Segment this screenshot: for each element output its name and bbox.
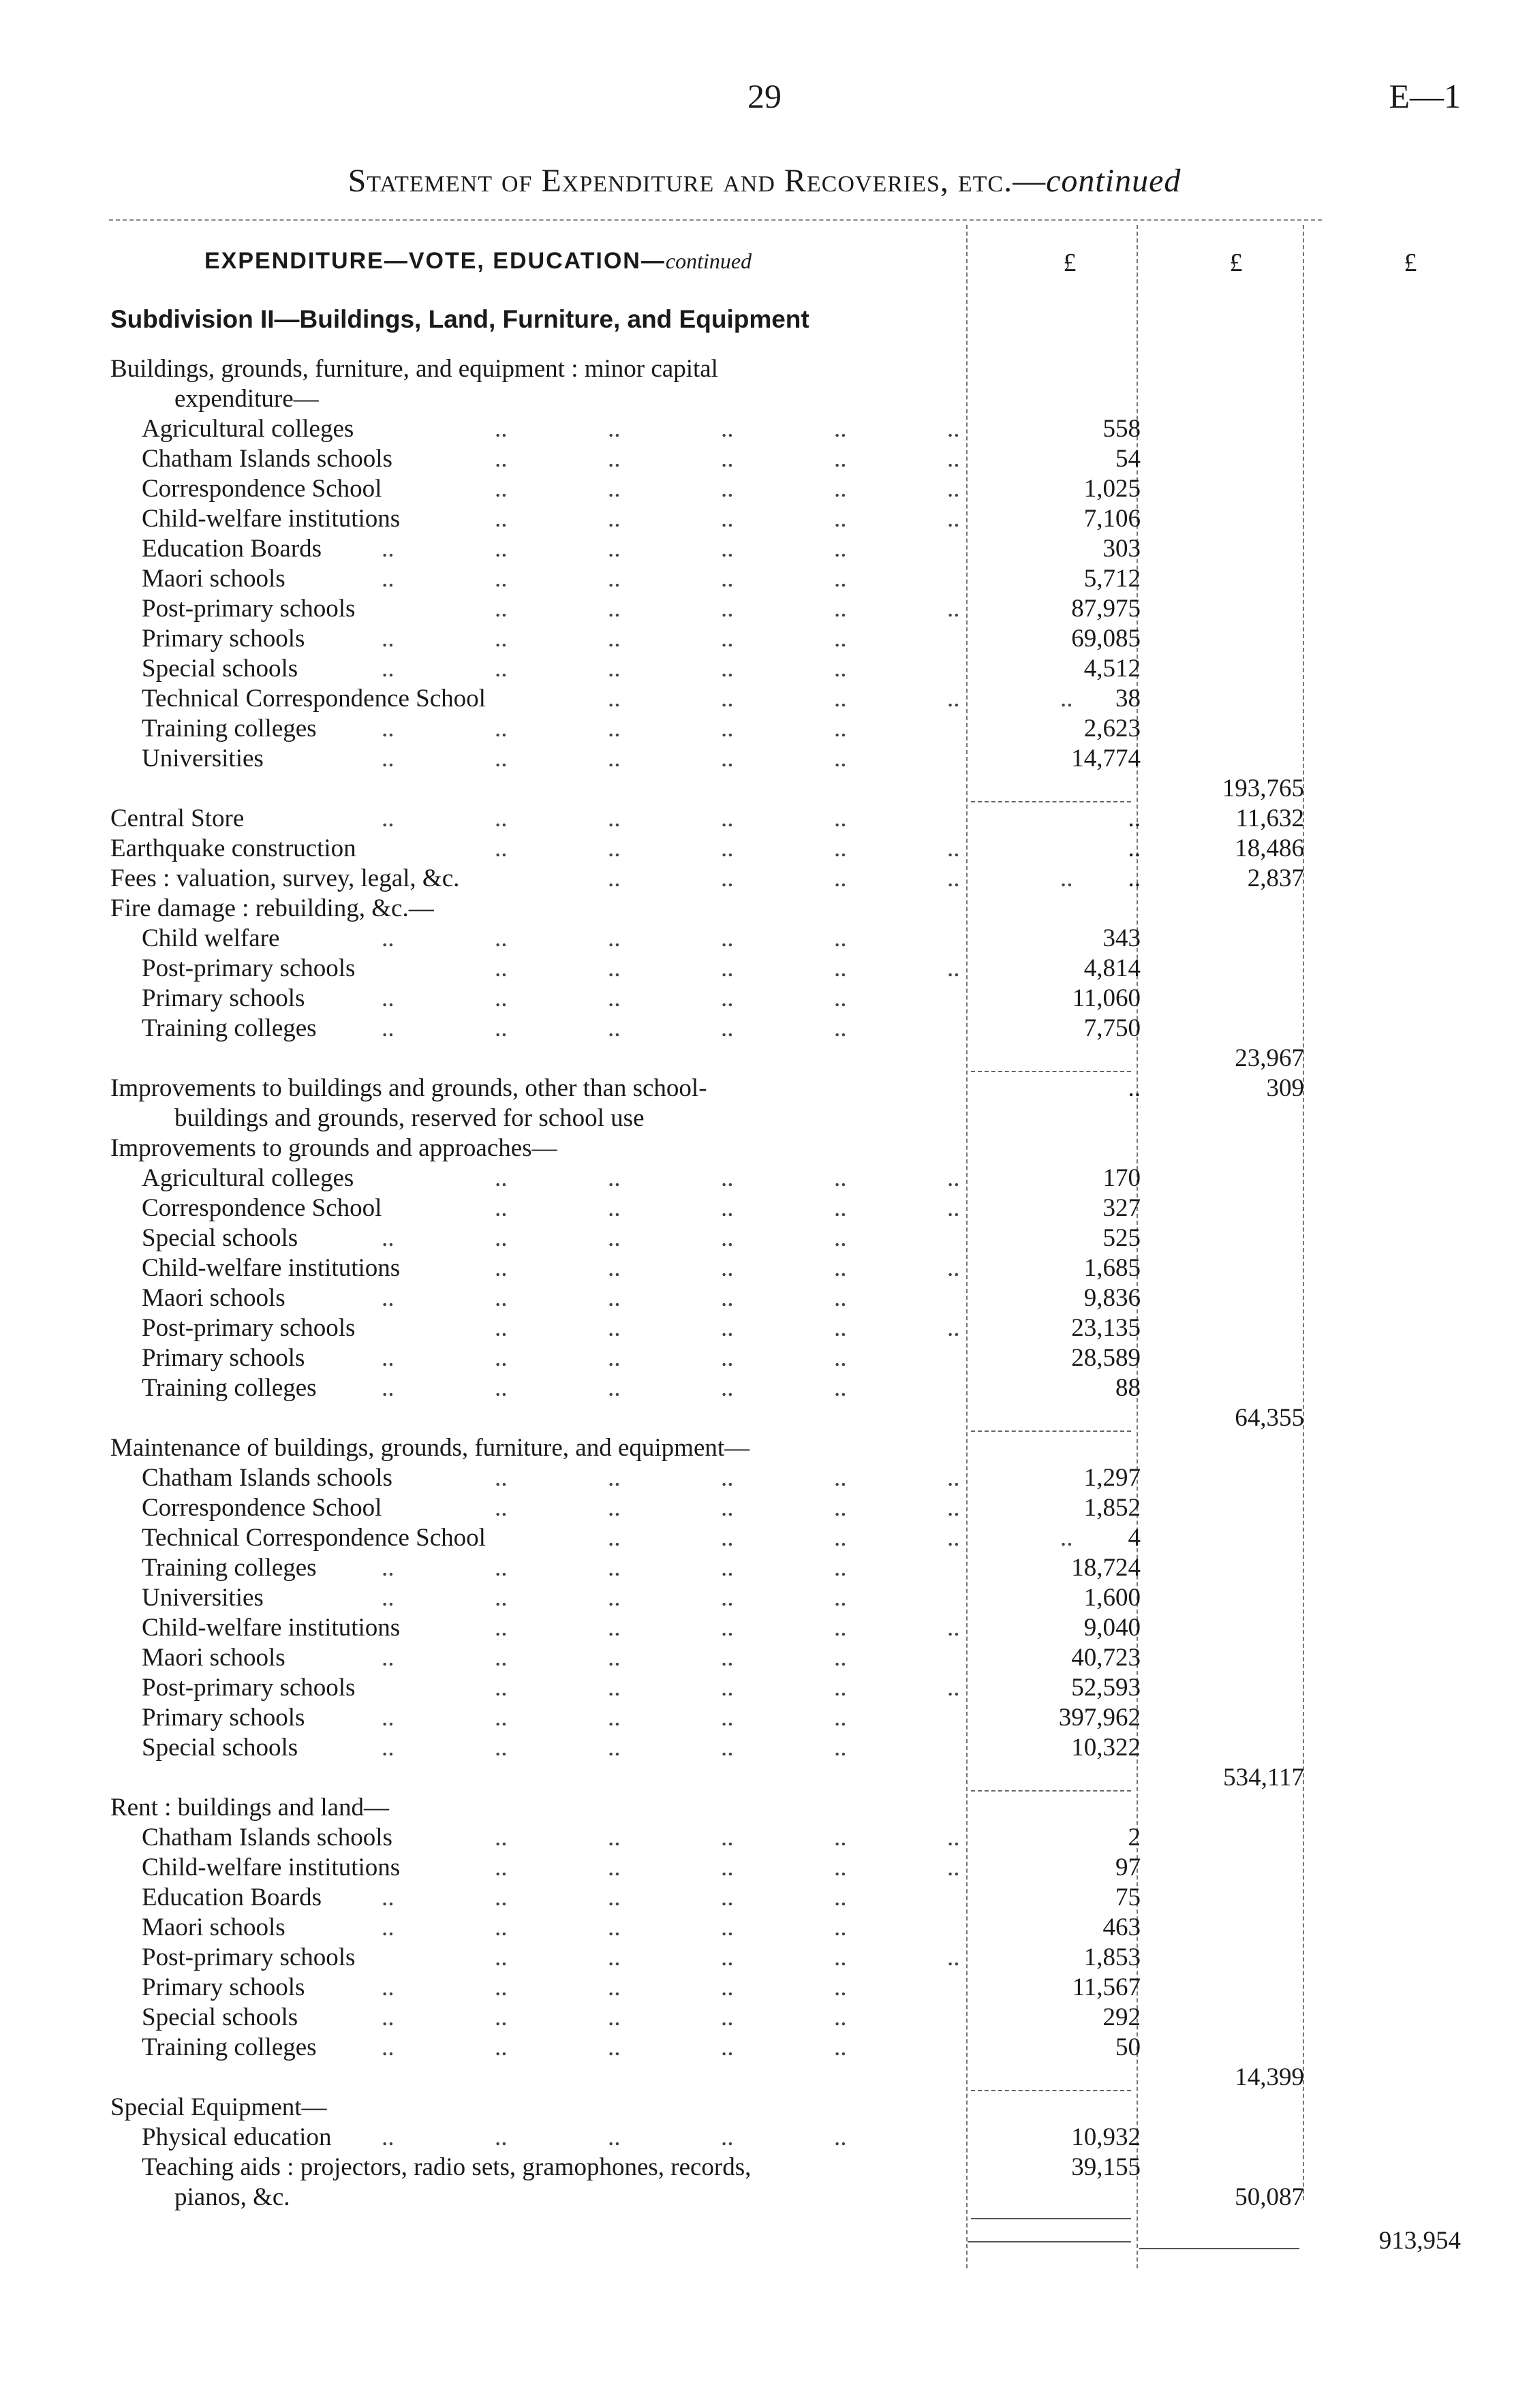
row-label: Teaching aids : projectors, radio sets, gramophones, records, <box>142 2153 752 2181</box>
leader-dots: .. .. .. .. .. <box>495 1824 960 1851</box>
leader-dots: .. .. .. .. .. <box>382 1883 847 1911</box>
amount-c2: 50,087 <box>1235 2183 1304 2211</box>
currency-symbol-column-1: £ <box>1063 249 1077 277</box>
table-row <box>0 1613 1529 1643</box>
amount-c1: 397,962 <box>1058 1704 1141 1732</box>
leader-dots: .. .. .. .. .. <box>495 954 960 982</box>
table-row <box>0 894 1529 924</box>
amount-c1: 50 <box>1115 2033 1141 2061</box>
row-label: Special Equipment— <box>110 2093 327 2121</box>
row-label: Child-welfare institutions <box>142 1614 401 1642</box>
table-row <box>0 954 1529 984</box>
table-row <box>0 1943 1529 1973</box>
row-label: Agricultural colleges <box>142 1164 354 1192</box>
amount-c1: 2 <box>1128 1824 1141 1851</box>
leader-dots: .. .. .. .. .. <box>382 1284 847 1312</box>
currency-symbol-column-3: £ <box>1404 249 1417 277</box>
leader-dots: .. .. .. .. .. <box>382 1644 847 1672</box>
table-row <box>0 1703 1529 1733</box>
amount-c2: 534,117 <box>1223 1764 1304 1792</box>
table-row <box>0 1643 1529 1673</box>
expenditure-header-continued: continued <box>665 249 752 273</box>
row-label: Post-primary schools <box>142 1314 356 1342</box>
row-label: expenditure— <box>174 385 319 413</box>
document-code: E—1 <box>1389 77 1461 115</box>
amount-c1: 558 <box>1102 415 1141 443</box>
table-row <box>0 1313 1529 1343</box>
table-row <box>0 834 1529 864</box>
row-label: Technical Correspondence School <box>142 685 486 713</box>
leader-dots: .. .. .. .. .. <box>608 685 1073 713</box>
amount-c1: 52,593 <box>1071 1674 1141 1702</box>
table-row <box>0 2003 1529 2033</box>
amount-c1: 38 <box>1115 685 1141 713</box>
amount-c1: 1,297 <box>1083 1464 1141 1492</box>
leader-dots: .. .. .. .. .. <box>382 1584 847 1612</box>
leader-dots: .. .. .. .. .. <box>382 1704 847 1732</box>
leader-dots: .. .. .. .. .. <box>382 1734 847 1762</box>
table-row <box>0 1853 1529 1883</box>
row-label: Central Store <box>110 804 245 832</box>
table-row <box>0 1913 1529 1943</box>
row-label: Chatham Islands schools <box>142 1464 392 1492</box>
row-label: Training colleges <box>142 1554 317 1582</box>
row-label: Special schools <box>142 655 298 683</box>
amount-c1: 9,040 <box>1083 1614 1141 1642</box>
amount-c1: 1,025 <box>1083 475 1141 503</box>
table-row <box>0 2093 1529 2123</box>
table-row <box>0 594 1529 624</box>
table-row <box>0 1373 1529 1403</box>
leader-dots: .. .. .. .. .. <box>382 1014 847 1042</box>
table-row <box>0 1104 1529 1133</box>
table-row <box>0 2033 1529 2063</box>
amount-c1: 303 <box>1102 535 1141 563</box>
row-label: Correspondence School <box>142 475 382 503</box>
leader-dots: .. .. .. .. .. <box>382 655 847 683</box>
amount-c2: 309 <box>1266 1074 1304 1102</box>
leader-dots: .. .. .. .. .. <box>382 565 847 593</box>
subtotal-rule <box>971 2090 1131 2091</box>
row-label: Buildings, grounds, furniture, and equipment : minor capital <box>110 355 718 383</box>
row-label: Post-primary schools <box>142 954 356 982</box>
amount-c1: 1,853 <box>1083 1943 1141 1971</box>
leader-dots: .. .. .. .. .. <box>495 1943 960 1971</box>
table-row <box>0 1793 1529 1823</box>
row-label: Education Boards <box>142 1883 322 1911</box>
table-row <box>0 1133 1529 1163</box>
title-main: Statement of Expenditure and Recoveries, etc.— <box>348 163 1047 199</box>
row-label: Education Boards <box>142 535 322 563</box>
table-row <box>0 1074 1529 1104</box>
leader-dots: .. .. .. .. .. <box>495 475 960 503</box>
amount-c1: 9,836 <box>1083 1284 1141 1312</box>
table-row <box>0 474 1529 504</box>
table-row <box>0 1823 1529 1853</box>
expenditure-header-label: EXPENDITURE—VOTE, EDUCATION— <box>204 248 666 274</box>
table-row <box>0 564 1529 594</box>
leader-dots: .. .. .. .. .. <box>495 1314 960 1342</box>
row-label: Training colleges <box>142 715 317 742</box>
table-row <box>0 2183 1529 2212</box>
row-label: Primary schools <box>142 984 305 1012</box>
row-label: Earthquake construction <box>110 834 356 862</box>
row-label: Maori schools <box>142 1913 285 1941</box>
row-label: Special schools <box>142 1224 298 1252</box>
row-label: Fees : valuation, survey, legal, &c. <box>110 864 460 892</box>
subtotal-rule <box>971 2218 1131 2219</box>
row-label: Rent : buildings and land— <box>110 1794 390 1821</box>
row-label: Improvements to grounds and approaches— <box>110 1134 557 1162</box>
subtotal-rule <box>971 1790 1131 1792</box>
amount-c1: .. <box>1128 804 1141 832</box>
amount-c1: 1,600 <box>1083 1584 1141 1612</box>
leader-dots: .. .. .. .. .. <box>495 1674 960 1702</box>
amount-c1: 170 <box>1102 1164 1141 1192</box>
amount-c1: 4,512 <box>1083 655 1141 683</box>
amount-c1: 97 <box>1115 1854 1141 1881</box>
total-rule <box>1139 2248 1299 2249</box>
table-row <box>0 534 1529 564</box>
table-row <box>0 984 1529 1014</box>
leader-dots: .. .. .. .. .. <box>495 1464 960 1492</box>
row-label: Special schools <box>142 1734 298 1762</box>
table-row <box>0 504 1529 534</box>
table-row <box>0 1553 1529 1583</box>
leader-dots: .. .. .. .. .. <box>382 924 847 952</box>
row-label: Special schools <box>142 2003 298 2031</box>
leader-dots: .. .. .. .. .. <box>382 804 847 832</box>
leader-dots: .. .. .. .. .. <box>382 745 847 772</box>
row-label: Training colleges <box>142 1374 317 1402</box>
subdivision-heading: Subdivision II—Buildings, Land, Furniture, and Equipment <box>110 305 809 333</box>
leader-dots: .. .. .. .. .. <box>382 1374 847 1402</box>
subtotal-rule <box>971 1071 1131 1072</box>
amount-c1: 54 <box>1115 445 1141 473</box>
leader-dots: .. .. .. .. .. <box>608 864 1073 892</box>
row-label: Maori schools <box>142 565 285 593</box>
table-row <box>0 1433 1529 1463</box>
subtotal-rule <box>971 1430 1131 1432</box>
expenditure-header <box>204 248 752 275</box>
table-row <box>0 1763 1529 1793</box>
table-row <box>0 1493 1529 1523</box>
amount-c1: 10,932 <box>1071 2123 1141 2151</box>
leader-dots: .. .. .. .. .. <box>382 535 847 563</box>
row-label: Primary schools <box>142 1973 305 2001</box>
table-row <box>0 864 1529 894</box>
row-label: Universities <box>142 745 264 772</box>
table-row <box>0 1193 1529 1223</box>
table-row <box>0 1883 1529 1913</box>
amount-c1: 11,060 <box>1072 984 1141 1012</box>
row-label: Primary schools <box>142 625 305 653</box>
leader-dots: .. .. .. .. .. <box>495 445 960 473</box>
table-row <box>0 1583 1529 1613</box>
row-label: Primary schools <box>142 1704 305 1732</box>
table-row <box>0 1163 1529 1193</box>
table-row <box>0 384 1529 414</box>
leader-dots: .. .. .. .. .. <box>495 1854 960 1881</box>
table-row <box>0 624 1529 654</box>
row-label: Child-welfare institutions <box>142 1854 401 1881</box>
amount-c1: 1,852 <box>1083 1494 1141 1522</box>
table-row <box>0 1673 1529 1703</box>
table-row <box>0 804 1529 834</box>
row-label: buildings and grounds, reserved for school use <box>174 1104 645 1132</box>
leader-dots: .. .. .. .. .. <box>382 2033 847 2061</box>
row-label: Post-primary schools <box>142 595 356 623</box>
amount-c1: 11,567 <box>1072 1973 1141 2001</box>
table-row <box>0 1223 1529 1253</box>
leader-dots: .. .. .. .. .. <box>495 595 960 623</box>
row-label: Correspondence School <box>142 1194 382 1222</box>
amount-c1: 87,975 <box>1071 595 1141 623</box>
page-title <box>0 162 1529 200</box>
amount-c1: 40,723 <box>1071 1644 1141 1672</box>
amount-c1: 327 <box>1102 1194 1141 1222</box>
row-label: Chatham Islands schools <box>142 445 392 473</box>
row-label: Post-primary schools <box>142 1674 356 1702</box>
table-row <box>0 1733 1529 1763</box>
amount-c2: 18,486 <box>1235 834 1304 862</box>
leader-dots: .. .. .. .. .. <box>495 1614 960 1642</box>
leader-dots: .. .. .. .. .. <box>495 1254 960 1282</box>
row-label: Maori schools <box>142 1644 285 1672</box>
row-label: Maintenance of buildings, grounds, furniture, and equipment— <box>110 1434 750 1462</box>
table-row <box>0 654 1529 684</box>
table-row <box>0 1044 1529 1074</box>
currency-symbol-column-2: £ <box>1229 249 1243 277</box>
leader-dots: .. .. .. .. .. <box>382 2003 847 2031</box>
amount-c2: 193,765 <box>1222 775 1304 802</box>
leader-dots: .. .. .. .. .. <box>495 834 960 862</box>
leader-dots: .. .. .. .. .. <box>382 984 847 1012</box>
table-row <box>0 1463 1529 1493</box>
amount-c1: 23,135 <box>1071 1314 1141 1342</box>
leader-dots: .. .. .. .. .. <box>495 1494 960 1522</box>
table-row <box>0 714 1529 744</box>
table-row <box>0 2123 1529 2153</box>
row-label: Training colleges <box>142 2033 317 2061</box>
amount-c2: 64,355 <box>1235 1404 1304 1432</box>
amount-c1: 18,724 <box>1071 1554 1141 1582</box>
row-label: Physical education <box>142 2123 332 2151</box>
table-row <box>0 2063 1529 2093</box>
table-row <box>0 774 1529 804</box>
total-rule <box>968 2241 1131 2242</box>
amount-c3: 913,954 <box>1378 2227 1461 2255</box>
table-row <box>0 414 1529 444</box>
table-row <box>0 1283 1529 1313</box>
row-label: Universities <box>142 1584 264 1612</box>
leader-dots: .. .. .. .. .. <box>495 415 960 443</box>
row-label: Child-welfare institutions <box>142 1254 401 1282</box>
leader-dots: .. .. .. .. .. <box>382 715 847 742</box>
table-row <box>0 2226 1529 2256</box>
title-continued: continued <box>1046 163 1182 199</box>
amount-c1: 88 <box>1115 1374 1141 1402</box>
table-row <box>0 744 1529 774</box>
amount-c2: 2,837 <box>1247 864 1304 892</box>
leader-dots: .. .. .. .. .. <box>382 1973 847 2001</box>
amount-c2: 11,632 <box>1235 804 1304 832</box>
table-row <box>0 1523 1529 1553</box>
table-row <box>0 444 1529 474</box>
amount-c1: 4,814 <box>1083 954 1141 982</box>
amount-c1: 343 <box>1102 924 1141 952</box>
table-row <box>0 2153 1529 2183</box>
amount-c1: 292 <box>1102 2003 1141 2031</box>
row-label: Improvements to buildings and grounds, other than school- <box>110 1074 707 1102</box>
leader-dots: .. .. .. .. .. <box>382 1224 847 1252</box>
row-label: Training colleges <box>142 1014 317 1042</box>
leader-dots: .. .. .. .. .. <box>382 625 847 653</box>
table-row <box>0 354 1529 384</box>
table-row <box>0 1973 1529 2003</box>
amount-c1: 69,085 <box>1071 625 1141 653</box>
amount-c1: 7,106 <box>1083 505 1141 533</box>
amount-c1: 4 <box>1128 1524 1141 1552</box>
row-label: Child-welfare institutions <box>142 505 401 533</box>
table-row <box>0 1253 1529 1283</box>
amount-c1: 5,712 <box>1083 565 1141 593</box>
amount-c1: 28,589 <box>1071 1344 1141 1372</box>
row-label: Child welfare <box>142 924 280 952</box>
row-label: Maori schools <box>142 1284 285 1312</box>
row-label: Primary schools <box>142 1344 305 1372</box>
leader-dots: .. .. .. .. .. <box>382 1913 847 1941</box>
leader-dots: .. .. .. .. .. <box>382 1554 847 1582</box>
amount-c1: 10,322 <box>1071 1734 1141 1762</box>
amount-c2: 14,399 <box>1235 2063 1304 2091</box>
leader-dots: .. .. .. .. .. <box>495 1194 960 1222</box>
page-number: 29 <box>747 77 782 115</box>
table-row <box>0 1014 1529 1044</box>
row-label: Correspondence School <box>142 1494 382 1522</box>
title-rule <box>109 219 1322 221</box>
amount-c1: 75 <box>1115 1883 1141 1911</box>
amount-c1: 39,155 <box>1071 2153 1141 2181</box>
amount-c1: .. <box>1128 1074 1141 1102</box>
amount-c1: 1,685 <box>1083 1254 1141 1282</box>
amount-c1: 7,750 <box>1083 1014 1141 1042</box>
row-label: Agricultural colleges <box>142 415 354 443</box>
subtotal-rule <box>971 801 1131 802</box>
amount-c1: 2,623 <box>1083 715 1141 742</box>
table-row <box>0 924 1529 954</box>
table-row <box>0 684 1529 714</box>
leader-dots: .. .. .. .. .. <box>382 1344 847 1372</box>
row-label: Fire damage : rebuilding, &c.— <box>110 894 434 922</box>
amount-c2: 23,967 <box>1235 1044 1304 1072</box>
row-label: Technical Correspondence School <box>142 1524 486 1552</box>
amount-c1: .. <box>1128 834 1141 862</box>
amount-c1: 525 <box>1102 1224 1141 1252</box>
row-label: Post-primary schools <box>142 1943 356 1971</box>
table-row <box>0 1403 1529 1433</box>
amount-c1: 14,774 <box>1071 745 1141 772</box>
leader-dots: .. .. .. .. .. <box>608 1524 1073 1552</box>
row-label: Chatham Islands schools <box>142 1824 392 1851</box>
amount-c1: .. <box>1128 864 1141 892</box>
table-row <box>0 1343 1529 1373</box>
leader-dots: .. .. .. .. .. <box>382 2123 847 2151</box>
leader-dots: .. .. .. .. .. <box>495 1164 960 1192</box>
leader-dots: .. .. .. .. .. <box>495 505 960 533</box>
row-label: pianos, &c. <box>174 2183 290 2211</box>
amount-c1: 463 <box>1102 1913 1141 1941</box>
